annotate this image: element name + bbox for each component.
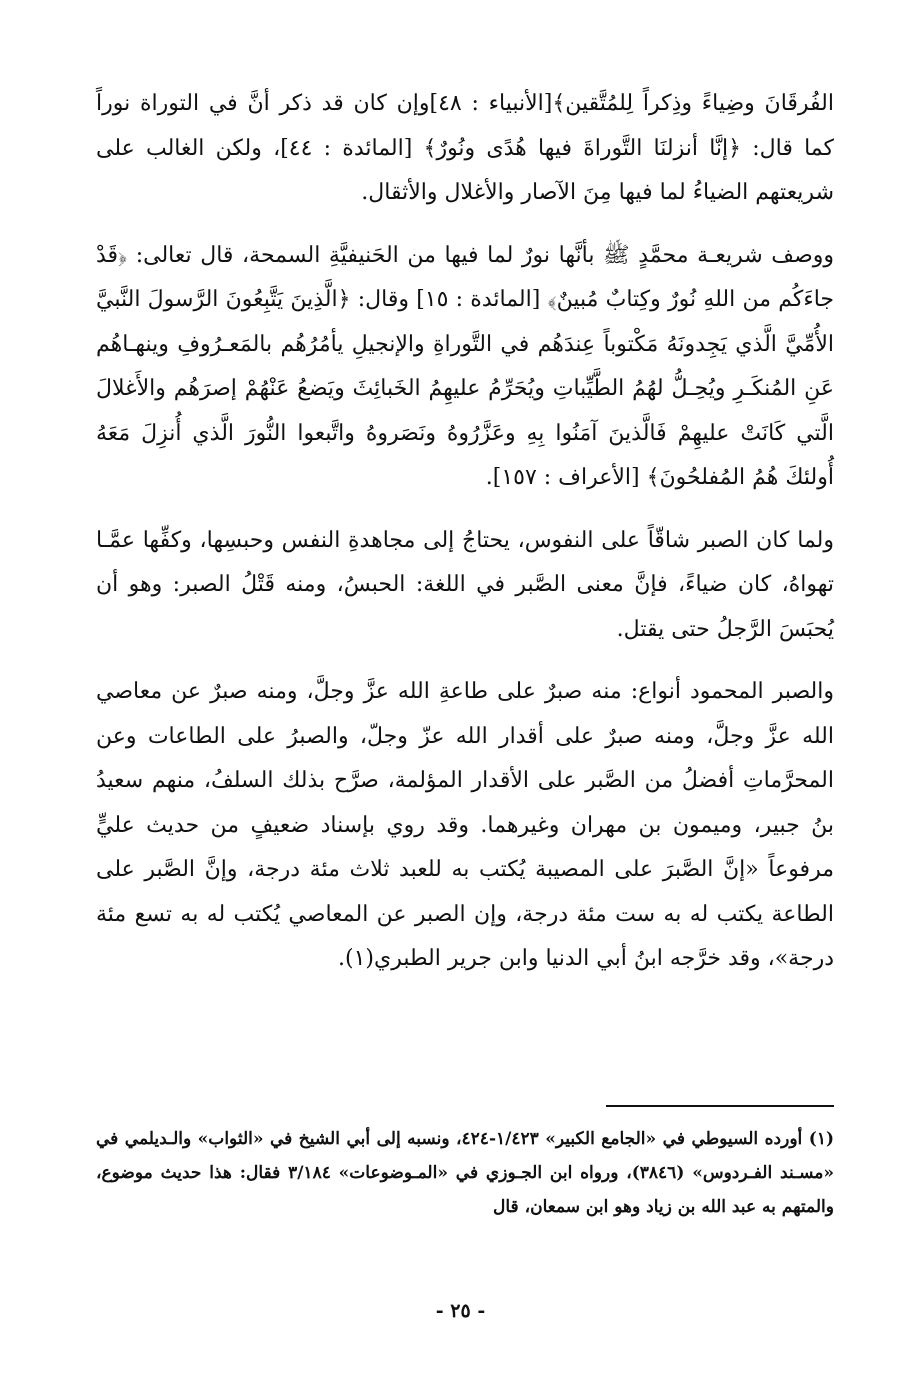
footnotes bbox=[96, 1122, 834, 1224]
paragraph-2: ووصف شريعـة محمَّدٍ ﷺ بأنَّها نورٌ لما فيها من الحَنيفيَّةِ السمحة، قال تعالى: ﴿قَدْ جاءَكُم من اللهِ نُورٌ وكِتابٌ مُبينٌ﴾ [المائدة : ١٥] وقال: ﴿الَّذِينَ يَتَّبِعُونَ الرَّسولَ النَّبيَّ الأُمِّيَّ الَّذي يَجِدونَهُ مَكْتوباً عِندَهُم في التَّوراةِ والإنجيلِ يأمُرُهُم بالمَعـرُوفِ وينهـاهُم عَنِ المُنكَـرِ ويُحِـلُّ لهُمُ الطَّيِّباتِ ويُحَرِّمُ عليهِمُ الخَبائِثَ ويَضعُ عَنْهُمْ إصرَهُم والأَغلالَ الَّتي كَانَتْ عليهِمْ فَالَّذينَ آمَنُوا بِهِ وعَزَّرُوهُ ونَصَروهُ واتَّبعوا النُّورَ الَّذي أُنزِلَ مَعَهُ أُولئكَ هُمُ المُفلحُونَ﴾ [الأعراف : ١٥٧]. bbox=[96, 242, 834, 490]
main-text bbox=[96, 82, 834, 982]
footnote-separator bbox=[606, 1105, 834, 1107]
page-body bbox=[96, 82, 834, 1000]
paragraph-3: ولما كان الصبر شاقّاً على النفوس، يحتاجُ إلى مجاهدةِ النفس وحبسِها، وكفِّها عمَّـا تهواهُ، كان ضياءً، فإنَّ معنى الصَّبر في اللغة: الحبسُ، ومنه قَتْلُ الصبر: وهو أن يُحبَسَ الرَّجلُ حتى يقتل. bbox=[96, 527, 834, 642]
paragraph-4: والصبر المحمود أنواع: منه صبرٌ على طاعةِ الله عزَّ وجلَّ، ومنه صبرٌ عن معاصي الله عزَّ وجلَّ، ومنه صبرٌ على أقدار الله عزّ وجلّ، والصبرُ على الطاعات وعن المحرَّماتِ أفضلُ من الصَّبر على الأقدار المؤلمة، صرَّح بذلك السلفُ، منهم سعيدُ بنُ جبير، وميمون بن مهران وغيرهما. وقد روي بإسناد ضعيفٍ من حديث عليٍّ مرفوعاً «إنَّ الصَّبرَ على المصيبة يُكتب به للعبد ثلاث مئة درجة، وإنَّ الصَّبر على الطاعة يكتب له به ست مئة درجة، وإن الصبر عن المعاصي يُكتب له به تسع مئة درجة»، وقد خرَّجه ابنُ أبي الدنيا وابن جرير الطبري(١). bbox=[96, 679, 834, 971]
footnote-1: (١) أورده السيوطي في «الجامع الكبير» ١/٤٢٣-٤٢٤، ونسبه إلى أبي الشيخ في «الثواب» والـديلمي في «مسـند الفـردوس» (٣٨٤٦)، ورواه ابن الجـوزي في «المـوضوعات» ٣/١٨٤ فقال: هذا حديث موضوع، والمتهم به عبد الله بن زياد وهو ابن سمعان، قال bbox=[96, 1129, 834, 1217]
paragraph-1: الفُرقَانَ وضِياءً وذِكراً لِلمُتَّقين﴾[الأنبياء : ٤٨]وإن كان قد ذكر أنَّ في التوراة نوراً كما قال: ﴿إنَّا أنزلنَا التَّوراةَ فيها هُدًى ونُورٌ﴾ [المائدة : ٤٤]، ولكن الغالب على شريعتهم الضياءُ لما فيها مِنَ الآصار والأغلال والأثقال. bbox=[96, 91, 835, 205]
page-number: - ٢٥ - bbox=[435, 1300, 486, 1322]
